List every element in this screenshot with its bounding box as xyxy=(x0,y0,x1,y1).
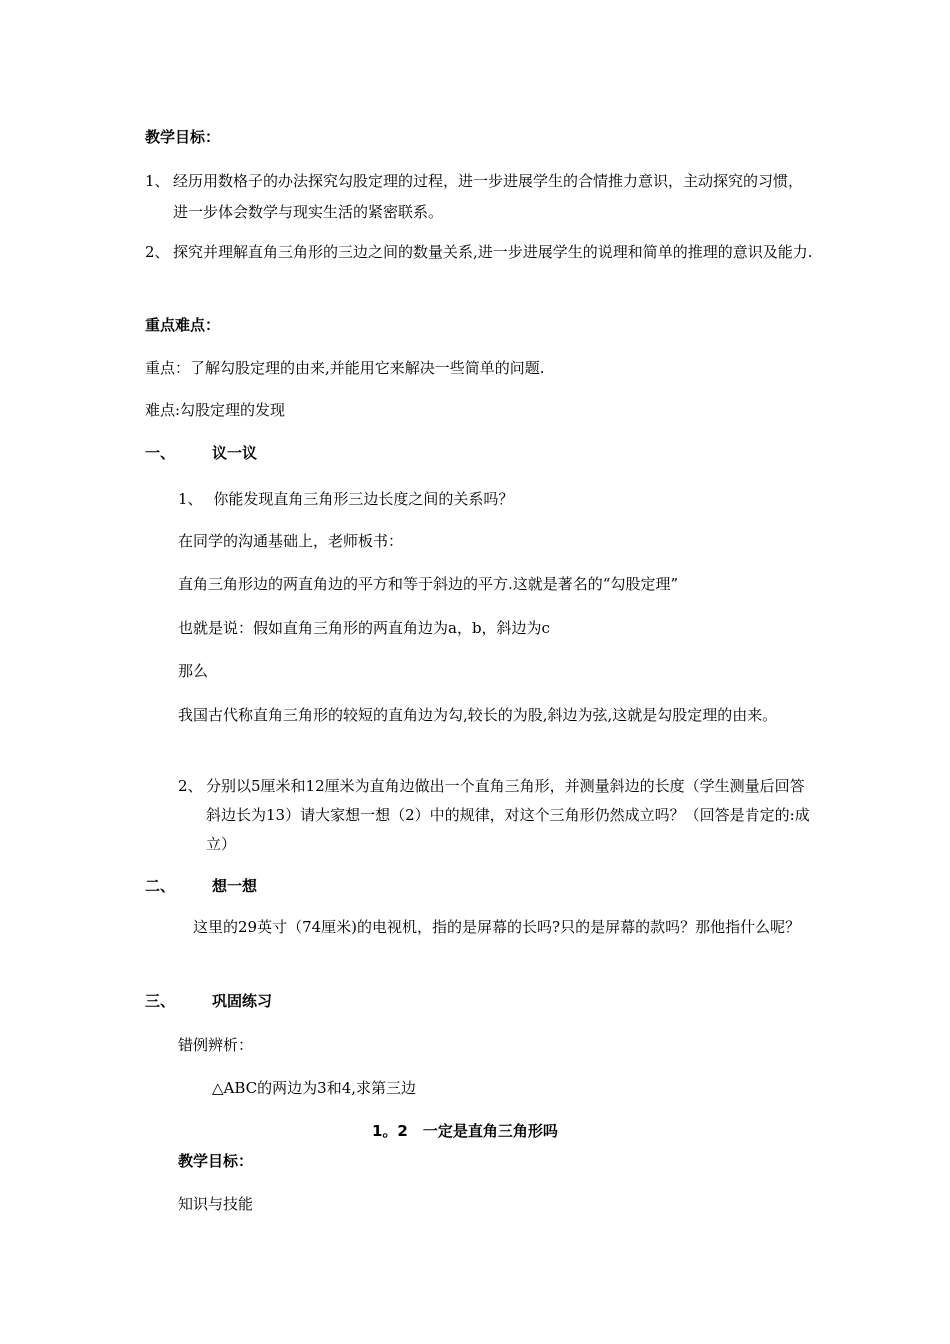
goal-item-1-text: 经历用数格子的办法探究勾股定理的过程，进一步进展学生的合情推力意识，主动探究的习惯，进一步体会数学与现实生活的紧密联系。 xyxy=(173,172,804,221)
think-paragraph xyxy=(145,913,813,942)
question-2 xyxy=(178,772,818,859)
part-2-title: 想一想 xyxy=(212,877,258,895)
then-text: 那么 xyxy=(178,662,209,680)
part-1-number: 一、 xyxy=(145,444,176,462)
question-2-text: 分别以5厘米和12厘米为直角边做出一个直角三角形，并测量斜边的长度（学生测量后回答斜边长为13）请大家想一想（2）中的规律，对这个三角形仍然成立吗？（回答是肯定的:成立） xyxy=(206,777,810,853)
goal-item-1 xyxy=(145,166,813,228)
part-3-number: 三、 xyxy=(145,992,176,1010)
question-1-number: 1、 xyxy=(178,490,203,508)
goal-item-2-number: 2、 xyxy=(145,243,170,261)
section-1-2-goals-heading: 教学目标： xyxy=(178,1152,254,1170)
discussion-text: 在同学的沟通基础上，老师板书： xyxy=(178,532,404,550)
history-text: 我国古代称直角三角形的较短的直角边为勾,较长的为股,斜边为弦,这就是勾股定理的由来。 xyxy=(178,706,778,724)
key-point-text: 重点：了解勾股定理的由来,并能用它来解决一些简单的问题. xyxy=(145,359,545,377)
difficult-point-text: 难点:勾股定理的发现 xyxy=(145,401,286,419)
question-2-number: 2、 xyxy=(178,777,203,795)
part-3-title: 巩固练习 xyxy=(212,992,273,1010)
error-analysis-label: 错例辨析： xyxy=(178,1036,254,1054)
goal-item-2-text: 探究并理解直角三角形的三边之间的数量关系,进一步进展学生的说理和简单的推理的意识及能力. xyxy=(173,243,813,261)
part-1-title: 议一议 xyxy=(212,444,258,462)
history-paragraph xyxy=(178,700,814,730)
knowledge-skills-label: 知识与技能 xyxy=(178,1195,254,1213)
teaching-goals-heading: 教学目标： xyxy=(145,128,221,146)
theorem-statement: 直角三角形边的两直角边的平方和等于斜边的平方.这就是著名的“勾股定理” xyxy=(178,575,679,593)
part-2-number: 二、 xyxy=(145,877,176,895)
key-difficult-heading: 重点难点： xyxy=(145,316,221,334)
question-1 xyxy=(178,488,513,510)
goal-item-1-number: 1、 xyxy=(145,172,170,190)
section-1-2-title: 1。2 一定是直角三角形吗 xyxy=(372,1122,558,1140)
theorem-restatement: 也就是说：假如直角三角形的两直角边为a，b，斜边为c xyxy=(178,619,550,637)
think-text: 这里的29英寸（74厘米)的电视机，指的是屏幕的长吗?只的是屏幕的款吗？那他指什么呢？ xyxy=(193,918,801,936)
question-1-text: 你能发现直角三角形三边长度之间的关系吗？ xyxy=(213,490,514,508)
exercise-text: △ABC的两边为3和4,求第三边 xyxy=(212,1079,417,1097)
goal-item-2 xyxy=(145,237,813,268)
